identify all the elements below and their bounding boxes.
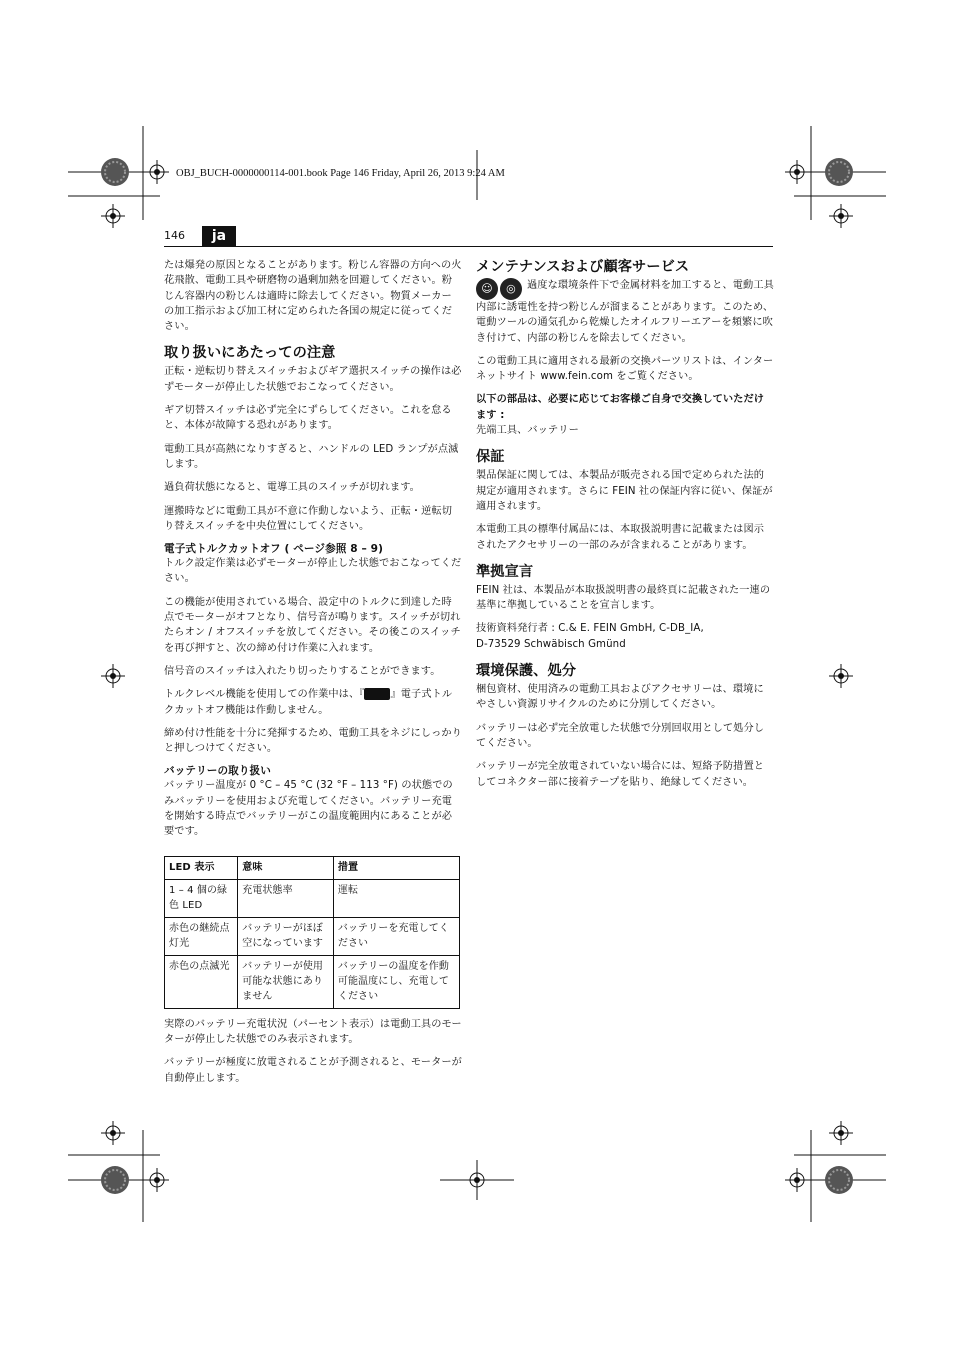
paragraph: 梱包資材、使用済みの電動工具およびアクセサリーは、環境にやさしい資源リサイクルのために分別してください。 [476, 684, 764, 711]
paragraph: 本電動工具の標準付属品には、本取扱説明書に記載または図示されたアクセサリーの一部のみが含まれることがあります。 [476, 524, 765, 551]
registration-mark-icon [829, 204, 853, 228]
torque-level-icon [364, 688, 390, 700]
registration-mark-icon [785, 1168, 809, 1192]
table-row [165, 917, 460, 955]
text-fragment: D-73529 Schwäbisch Gmünd [476, 638, 626, 650]
table-cell: バッテリーの温度を作動可能温度にし、充電してください [333, 955, 459, 1008]
table-header-cell: LED 表示 [165, 856, 238, 879]
section-title-environment: 環境保護、処分 [476, 663, 577, 680]
paragraph: バッテリー温度が 0 °C – 45 °C (32 °F – 113 °F) の状態でのみバッテリーを使用および充電してください。バッテリー充電を開始する時点でバッテリーがこの温度範囲内にあることが必要です。 [164, 780, 453, 838]
paragraph: FEIN 社は、本製品が本取扱説明書の最終頁に記載された一連の基準に準拠していることを宣言します。 [476, 584, 771, 612]
text-fragment: トルクレベル機能を使用しての作業中は、『 [164, 689, 365, 701]
page-number: 146 [164, 229, 185, 242]
paragraph: 信号音のスイッチは入れたり切ったりすることができます。 [164, 665, 441, 677]
registration-mark-icon [101, 1121, 125, 1145]
paragraph: この機能が使用されている場合、設定中のトルクに到達した時点でモーターがオフとなり、信号音が鳴ります。スイッチが切れたらオン / オフスイッチを放してください。その後このスイッチを再び押すと、次の締め付け作業に入れます。 [164, 596, 461, 654]
paragraph [476, 278, 774, 346]
registration-mark-icon [785, 160, 809, 184]
led-table [164, 856, 460, 1009]
registration-mark-icon [145, 1168, 169, 1192]
left-column [164, 258, 462, 1094]
color-target-icon [100, 157, 130, 187]
paragraph: この電動工具に適用される最新の交換パーツリストは、インターネットサイト www.fein.com をご覧ください。 [476, 355, 774, 383]
paragraph: 締め付け性能を十分に発揮するため、電動工具をネジにしっかりと押しつけてください。 [164, 727, 462, 755]
paragraph: 運搬時などに電動工具が不意に作動しないよう、正転・逆転切り替えスイッチを中央位置にしてください。 [164, 505, 453, 532]
book-info-line: OBJ_BUCH-0000000114-001.book Page 146 Friday, April 26, 2013 9:24 AM [176, 168, 505, 179]
header-rule [164, 246, 773, 247]
registration-mark-icon [101, 204, 125, 228]
section-title-torque: 電子式トルクカットオフ ( ページ参照 8 – 9) [164, 543, 384, 556]
text-fragment: 技術資料発行者 : C.& E. FEIN GmbH, C-DB_IA, [476, 623, 704, 635]
registration-mark-icon [145, 160, 169, 184]
table-cell: バッテリーが使用可能な状態にありません [238, 955, 334, 1008]
table-header-cell: 措置 [333, 856, 459, 879]
paragraph: 電動工具が高熱になりすぎると、ハンドルの LED ランプが点滅します。 [164, 443, 459, 470]
registration-mark-icon [829, 664, 853, 688]
registration-mark-icon [101, 664, 125, 688]
registration-mark-icon [465, 1168, 489, 1192]
paragraph: 正転・逆転切り替えスイッチおよびギア選択スイッチの操作は必ずモーターが停止した状態でおこなってください。 [164, 366, 462, 393]
section-title-conformity: 準拠宣言 [476, 563, 534, 580]
table-row [165, 879, 460, 917]
glasses-icon: ◎ [500, 278, 522, 300]
paragraph: トルク設定作業は必ずモーターが停止した状態でおこなってください。 [164, 558, 462, 585]
text-fragment: 』電子式トルクカットオフ機能は作動しません。 [164, 689, 453, 716]
table-cell: 赤色の点滅光 [165, 955, 238, 1008]
mask-icon: ☺ [476, 278, 498, 300]
paragraph: バッテリーは必ず完全放電した状態で分別回収用として処分してください。 [476, 722, 765, 749]
paragraph [164, 687, 462, 718]
paragraph: 製品保証に関しては、本製品が販売される国で定められた法的規定が適用されます。さらに FEIN 社の保証内容に従い、保証が適用されます。 [476, 470, 773, 512]
section-title-maintenance: メンテナンスおよび顧客サービス [476, 259, 690, 275]
language-badge: ja [202, 226, 236, 246]
paragraph: ギア切替スイッチは必ず完全にずらしてください。これを怠ると、本体が故障する恐れがあります。 [164, 405, 452, 432]
table-cell: 1 – 4 個の緑色 LED [165, 879, 238, 917]
right-column [476, 258, 774, 798]
paragraph: 過負荷状態になると、電導工具のスイッチが切れます。 [164, 482, 420, 494]
paragraph [476, 621, 774, 652]
section-title-warranty: 保証 [476, 449, 505, 466]
color-target-icon [824, 1165, 854, 1195]
table-header-row [165, 856, 460, 879]
color-target-icon [100, 1165, 130, 1195]
bold-note: 以下の部品は、必要に応じてお客様ご自身で交換していただけます : [476, 394, 765, 421]
safety-icons [476, 278, 524, 300]
section-title-battery: バッテリーの取り扱い [164, 765, 271, 778]
text-fragment: 過度な環境条件下で金属材料を加工すると、電動工具内部に誘電性を持つ粉じんが溜まることがあります。このため、電動ツールの通気孔から乾燥したオイルフリーエアーを頻繁に吹き付けて、内部の粉じんを除去してください。 [476, 280, 774, 344]
table-cell: 運転 [333, 879, 459, 917]
color-target-icon [824, 157, 854, 187]
paragraph: 実際のバッテリー充電状況（パーセント表示）は電動工具のモーターが停止した状態でのみ表示されます。 [164, 1018, 462, 1045]
table-cell: バッテリーがほぼ空になっています [238, 917, 334, 955]
section-title-handling: 取り扱いにあたっての注意 [164, 345, 336, 362]
table-cell: 充電状態率 [238, 879, 334, 917]
table-cell: バッテリーを充電してください [333, 917, 459, 955]
table-cell: 赤色の継続点灯光 [165, 917, 238, 955]
paragraph [476, 392, 774, 438]
intro-paragraph: たは爆発の原因となることがあります。粉じん容器の方向への火花飛散、電動工具や研磨物の過剰加熱を回避してください。粉じん容器内の粉じんは適時に除去してください。物質メーカーの加工指示および加工材に定められた各国の規定に従ってください。 [164, 260, 462, 333]
paragraph: バッテリーが完全放電されていない場合には、短絡予防措置としてコネクター部に接着テープを貼り、絶縁してください。 [476, 761, 765, 788]
text-fragment: 先端工具、バッテリー [476, 425, 579, 437]
table-header-cell: 意味 [238, 856, 334, 879]
table-row [165, 955, 460, 1008]
registration-mark-icon [829, 1121, 853, 1145]
paragraph: バッテリーが極度に放電されることが予測されると、モーターが自動停止します。 [164, 1057, 462, 1084]
